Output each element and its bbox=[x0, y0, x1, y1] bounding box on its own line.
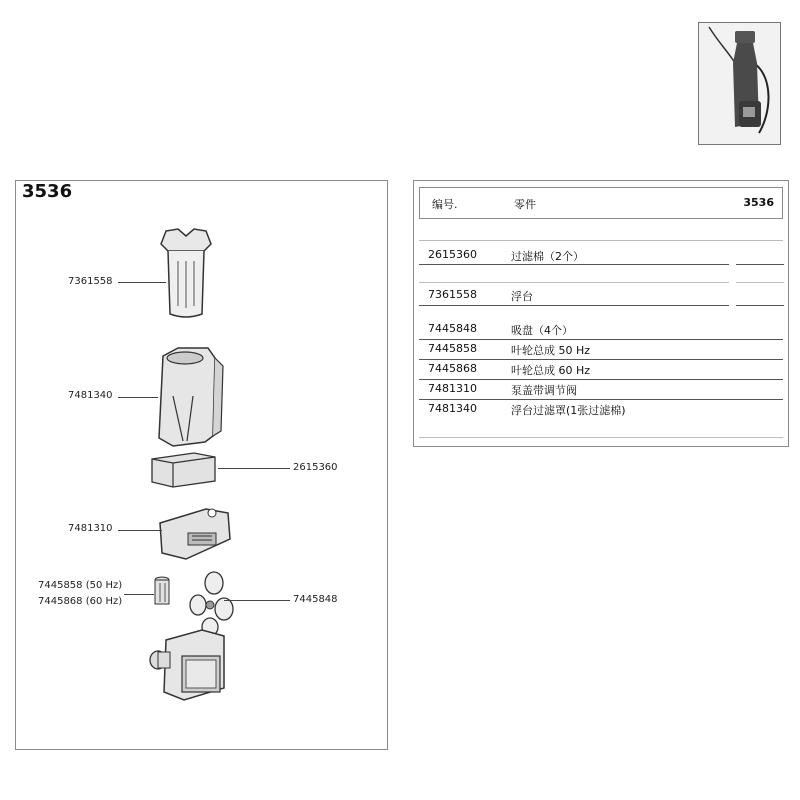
row-divider bbox=[419, 399, 783, 400]
pump-motor-drawing bbox=[144, 626, 239, 704]
callout-7445848: 7445848 bbox=[293, 594, 338, 605]
leader-line bbox=[118, 282, 166, 283]
row-divider bbox=[419, 379, 783, 380]
row-divider bbox=[419, 437, 783, 438]
parts-table bbox=[413, 180, 789, 447]
pump-cover-drawing bbox=[156, 503, 236, 565]
table-row-part: 浮台过滤罩(1张过滤棉) bbox=[511, 404, 626, 417]
model-number-title: 3536 bbox=[22, 181, 73, 202]
row-divider bbox=[419, 339, 783, 340]
product-thumbnail bbox=[698, 22, 781, 145]
row-divider bbox=[419, 264, 729, 265]
row-divider bbox=[736, 264, 784, 265]
table-row-part: 浮台 bbox=[511, 290, 533, 303]
callout-2615360: 2615360 bbox=[293, 462, 338, 473]
header-part: 零件 bbox=[514, 198, 536, 211]
product-photo-icon bbox=[699, 23, 781, 145]
callout-7481340: 7481340 bbox=[68, 390, 113, 401]
filter-housing-drawing bbox=[153, 346, 228, 451]
table-row-number: 7445848 bbox=[428, 322, 477, 335]
exploded-view-panel bbox=[15, 180, 388, 750]
table-row-part: 叶轮总成 60 Hz bbox=[511, 364, 591, 377]
table-row-number: 7481310 bbox=[428, 382, 477, 395]
callout-7445858: 7445858 (50 Hz) bbox=[38, 580, 123, 591]
filter-sponge-drawing bbox=[149, 449, 219, 491]
table-row-number: 7361558 bbox=[428, 288, 477, 301]
header-model: 3536 bbox=[743, 196, 774, 209]
leader-line bbox=[124, 594, 154, 595]
table-row-part: 吸盘（4个） bbox=[511, 324, 573, 337]
impeller-drawing bbox=[151, 575, 173, 609]
table-row-part: 泵盖带调节阀 bbox=[511, 384, 577, 397]
leader-line bbox=[224, 600, 290, 601]
leader-line bbox=[218, 468, 290, 469]
leader-line bbox=[118, 530, 162, 531]
callout-7361558: 7361558 bbox=[68, 276, 113, 287]
row-divider bbox=[419, 359, 783, 360]
table-row-part: 叶轮总成 50 Hz bbox=[511, 344, 591, 357]
table-row-number: 7445868 bbox=[428, 362, 477, 375]
row-divider bbox=[419, 282, 729, 283]
table-row-part: 过滤棉（2个） bbox=[511, 250, 584, 263]
header-number: 编号. bbox=[432, 198, 458, 211]
row-divider bbox=[419, 305, 729, 306]
divider bbox=[419, 240, 783, 241]
float-part-drawing bbox=[156, 226, 216, 321]
table-header bbox=[419, 187, 783, 219]
table-row-number: 7445858 bbox=[428, 342, 477, 355]
leader-line bbox=[118, 397, 158, 398]
table-row-number: 2615360 bbox=[428, 248, 477, 261]
row-divider bbox=[736, 305, 784, 306]
callout-7445868: 7445868 (60 Hz) bbox=[38, 596, 123, 607]
row-divider bbox=[736, 282, 784, 283]
callout-7481310: 7481310 bbox=[68, 523, 113, 534]
table-row-number: 7481340 bbox=[428, 402, 477, 415]
